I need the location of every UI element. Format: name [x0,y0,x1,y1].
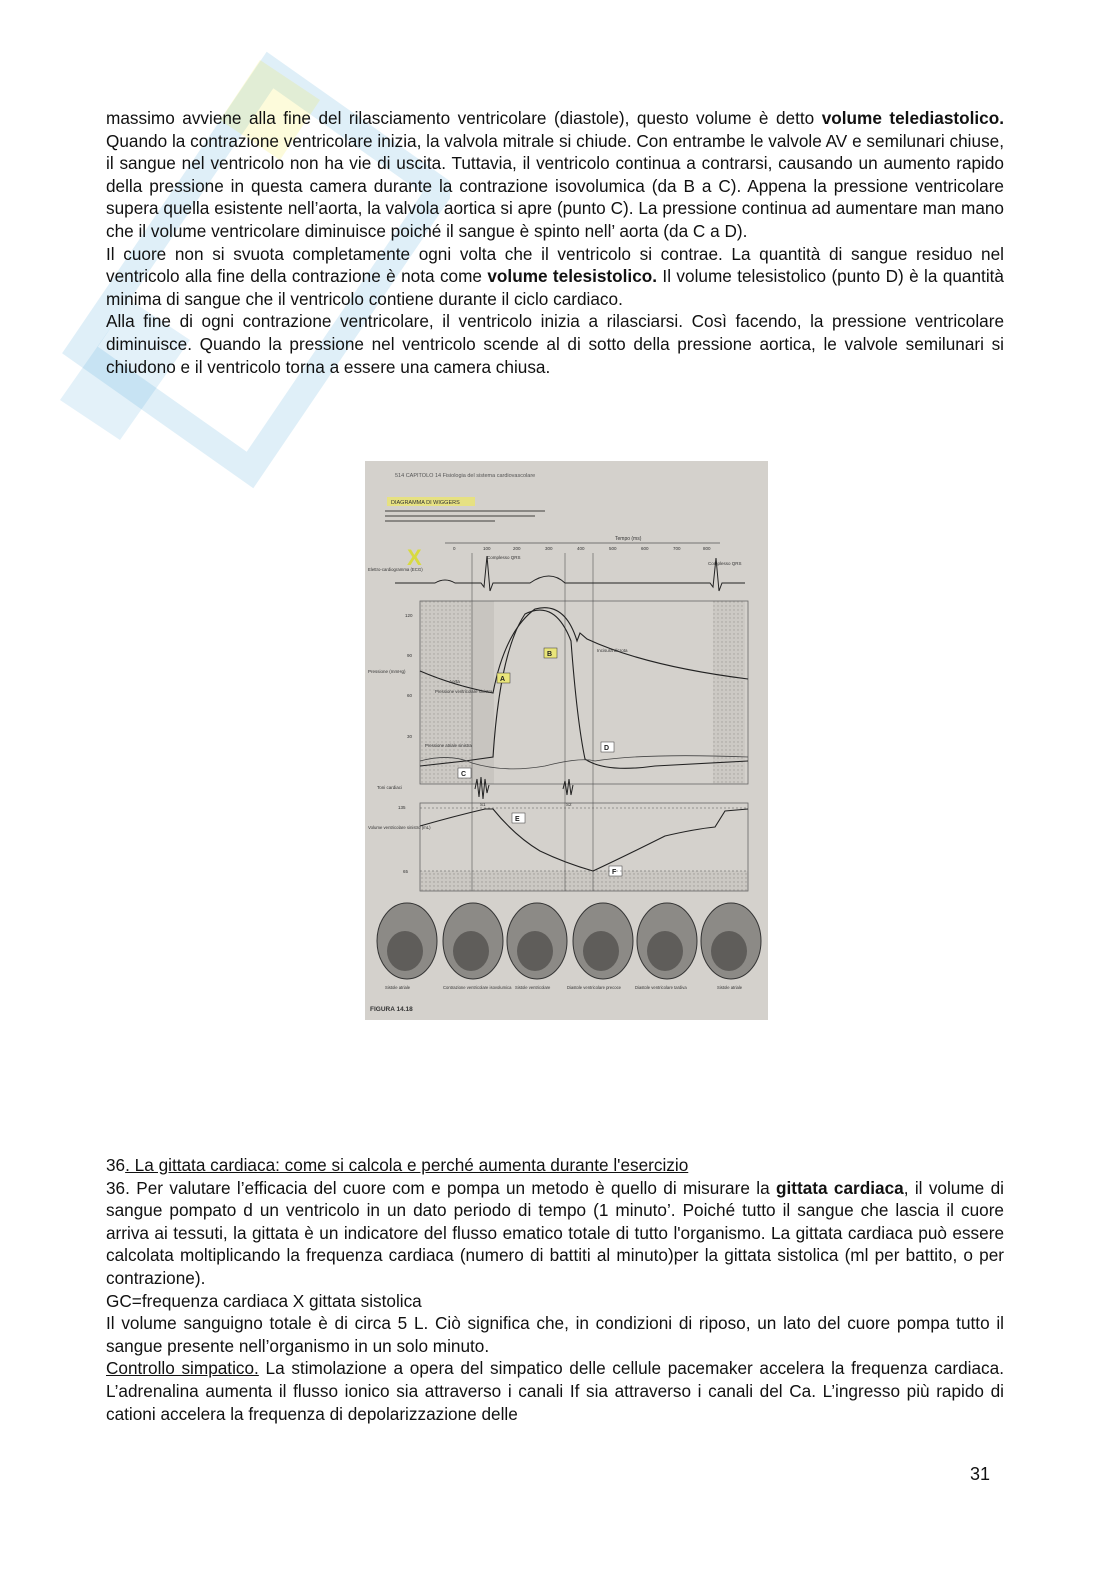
volume-axis-label: Volume ventricolare sinistro (mL) [368,825,431,830]
figure-highlight-title: DIAGRAMMA DI WIGGERS [391,500,460,506]
phase-label: Contrazione ventricolare isovolumica [443,985,512,990]
volume-bar-shading [420,871,748,891]
time-tick: 200 [513,546,521,551]
text-segment: , il volume di sangue pompato d un ventricolo in un dato periodo di tempo (1 minuto’. Poiché tutto il sangue che lascia il cuore arriva ai tessuti, la gittata è un indicatore del flusso ematico totale di tutto l'organismo. La gittata cardiaca può essere calcolata moltiplicando la frequenza cardiaca (numero di battiti al minuto)per la gittata sistolica (ml per battito, o per contrazione). [106,1177,1004,1288]
time-tick: 300 [545,546,553,551]
text-segment: Il cuore non si svuota completamente ogni volta che il ventricolo si contrae. La quantità di sangue residuo nel ventricolo alla fine della contrazione è nota come [106,243,1004,287]
marker-c: C [461,771,467,778]
volume-tick: 65 [403,869,409,874]
page-number: 31 [970,1464,991,1484]
time-tick: 400 [577,546,585,551]
figure-caption: FIGURA 14.18 [370,1006,413,1013]
text-segment: Il volume telesistolico (punto D) è la quantità minima di sangue che il ventricolo contiene durante il ciclo cardiaco. [106,266,1004,309]
text-segment: 36. Per valutare l’efficacia del cuore com e pompa un metodo è quello di misurare la [106,1177,776,1198]
intro-text-block [106,107,1004,378]
subheading-controllo-simpatico: Controllo simpatico. [106,1358,259,1379]
pressure-tick: 90 [407,653,413,658]
term-volume-telesistolico: volume telesistolico. [487,266,658,287]
pressure-tick: 30 [407,734,413,739]
paragraph-volume-telediastolico [106,107,1004,243]
la-pressure-label: Pressione atriale sinistra [425,743,472,748]
volume-tick: 135 [398,805,406,810]
text-segment: massimo avviene alla fine del rilasciamento ventricolare (diastole), questo volume è detto [106,108,822,128]
heart-illustration [507,903,567,979]
section-36 [106,1154,1004,1425]
time-tick: 100 [483,546,491,551]
section-heading [106,1154,1004,1177]
aorta-curve-label: Aorta [449,679,460,684]
paragraph-gittata [106,1177,1004,1290]
heading-title: . La gittata cardiaca: come si calcola e perché aumenta durante l'esercizio [125,1155,689,1175]
phase-label: Sistole ventricolare [515,985,551,990]
heart-illustration [443,903,503,979]
phase-label: Diastole ventricolare tardiva [635,985,687,990]
time-tick: 500 [609,546,617,551]
heading-number: 36 [106,1155,126,1175]
phase-label: Sistole atriale [717,985,743,990]
marker-f: F [612,869,617,876]
figure-header: 514 CAPITOLO 14 Fisiologia del sistema cardiovascolare [395,473,536,479]
s2-label: S2 [566,802,572,807]
highlight-mark: X [407,545,422,570]
heart-illustration [377,903,437,979]
lv-pressure-label: Pressione ventricolare sinistra [435,689,493,694]
time-tick: 700 [673,546,681,551]
heart-sounds-label: Toni cardiaci [377,785,403,790]
paragraph-rilasciamento: Alla fine di ogni contrazione ventricolare, il ventricolo inizia a rilasciarsi. Così facendo, la pressione ventricolare diminuisce. Quando la pressione nel ventricolo scende al di sotto della pressione aortica, le valvole semilunari si chiudono e il ventricolo torna a essere una camera chiusa. [106,311,1004,377]
heart-illustration [701,903,761,979]
pressure-tick: 60 [407,693,413,698]
pressure-tick: 120 [405,613,413,618]
pressure-axis-label: Pressione (mmHg) [368,669,406,674]
marker-a: A [500,676,506,683]
wiggers-diagram-figure [365,461,768,1020]
qrs-label: Complesso QRS [708,561,742,566]
heart-illustration [637,903,697,979]
heart-illustration [573,903,633,979]
paragraph-controllo-simpatico [106,1357,1004,1425]
qrs-label: Complesso QRS [487,555,521,560]
time-tick: 800 [703,546,711,551]
dicrotic-notch-label: Incisura dicrota [597,648,628,653]
time-tick: 600 [641,546,649,551]
marker-b: B [547,651,553,658]
term-volume-telediastolico: volume telediastolico. [821,108,1005,128]
phase-label: Sistole atriale [385,985,411,990]
formula: GC=frequenza cardiaca X gittata sistolica [106,1290,422,1311]
term-gittata-cardiaca: gittata cardiaca [776,1177,904,1198]
text-segment: La stimolazione a opera del simpatico delle cellule pacemaker accelera la frequenza cardiaca. L’adrenalina aumenta il flusso ionico sia attraverso i canali If sia attraverso i canali del Ca. L’ingresso più rapido di cationi accelera la frequenza di depolarizzazione delle [106,1358,1004,1424]
ecg-label: Elettro-cardiogramma (ECG) [368,567,423,572]
paragraph-volume-sanguigno: Il volume sanguigno totale è di circa 5 L. Ciò significa che, in condizioni di riposo, un lato del cuore pompa tutto il sangue presente nell’organismo in un solo minuto. [106,1313,1004,1356]
marker-d: D [604,745,610,752]
s1-label: S1 [480,802,486,807]
paragraph-volume-telesistolico [106,243,1004,311]
phase-label: Diastole ventricolare precoce [567,985,621,990]
marker-e: E [515,816,520,823]
time-tick: 0 [453,546,456,551]
time-axis-label: Tempo (ms) [615,536,642,542]
text-segment: Quando la contrazione ventricolare inizia, la valvola mitrale si chiude. Con entrambe le valvole AV e semilunari chiuse, il sangue nel ventricolo non ha vie di uscita. Tuttavia, il ventricolo continua a contrarsi, causando un aumento rapido della pressione in questa camera durante la contrazione isovolumica (da B a C). Appena la pressione ventricolare supera quella esistente nell’aorta, la valvola aortica si apre (punto C). La pressione continua ad aumentare man mano che il volume ventricolare diminuisce poiché il sangue è spinto nell’ aorta (da C a D). [106,130,1004,241]
